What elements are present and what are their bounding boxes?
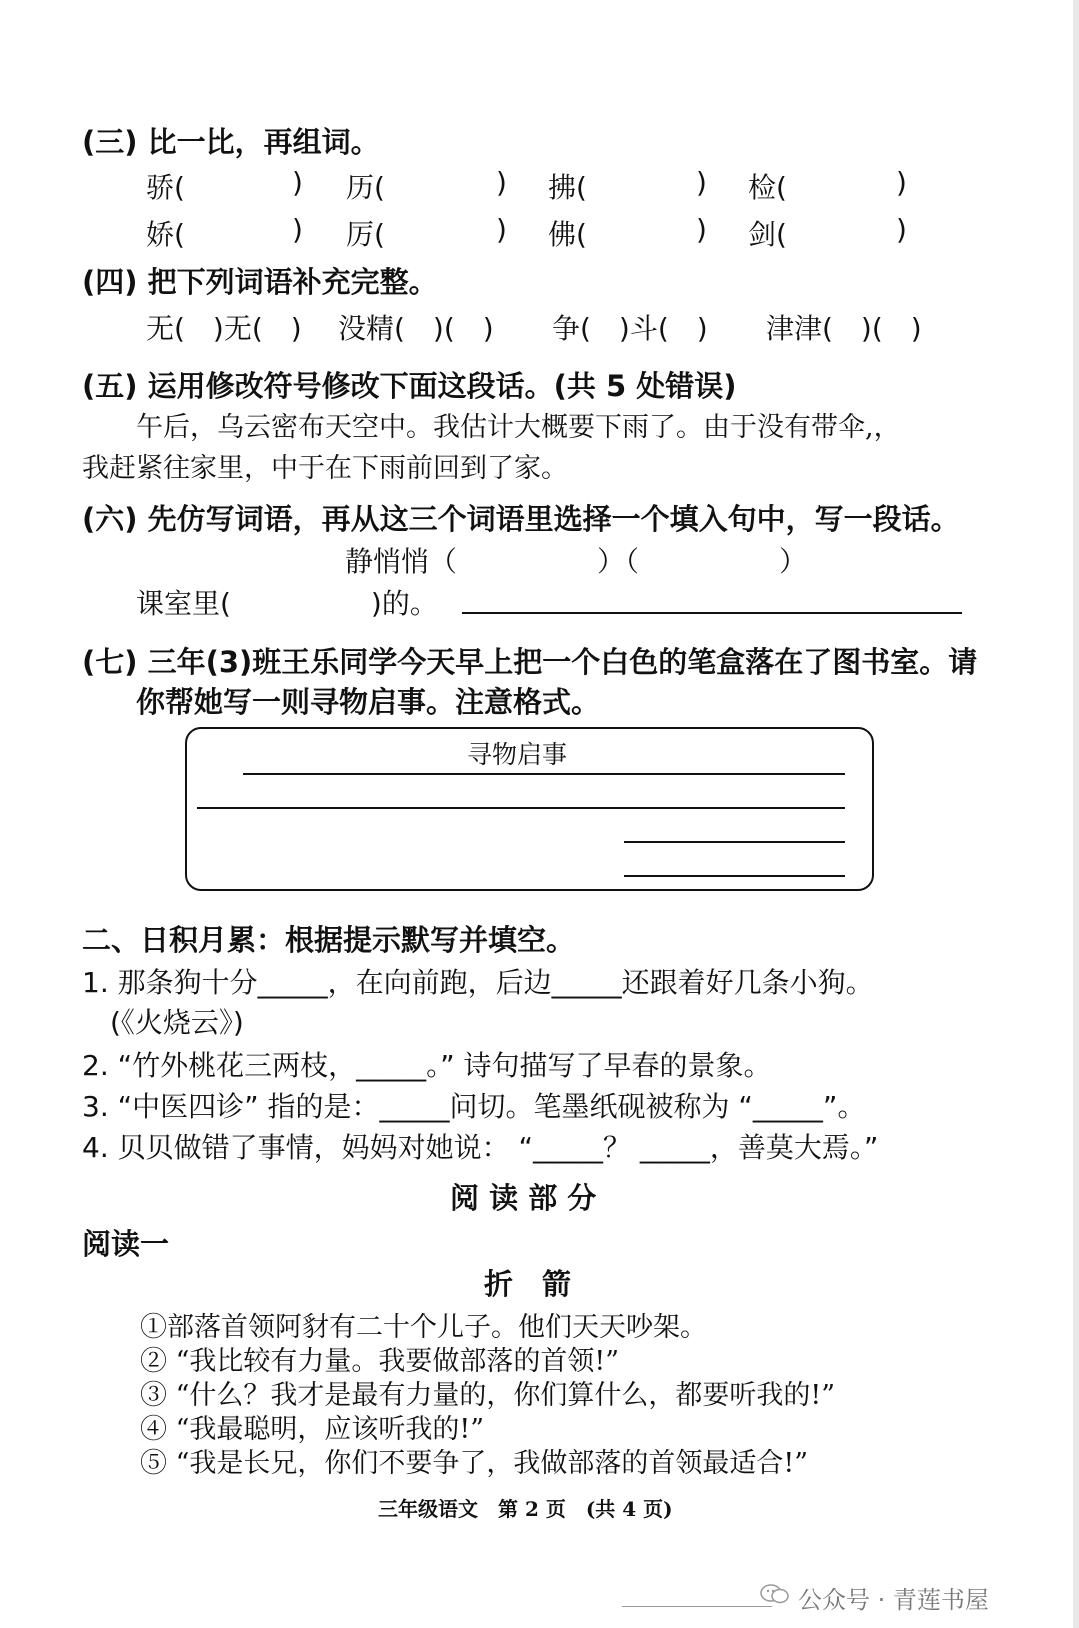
- idiom-blank: 无( )无( ): [146, 312, 302, 345]
- char-pair: 检(: [748, 171, 787, 204]
- section7-line2: 你帮她写一则寻物启事。注意格式。: [136, 685, 601, 719]
- idiom-blank: 争( )斗( ): [552, 312, 708, 345]
- section5-title: (五) 运用修改符号修改下面这段话。(共 5 处错误): [82, 369, 737, 403]
- char-pair: 历(: [346, 171, 385, 204]
- story-paragraph: ⑤ “我是长兄，你们不要争了，我做部落的首领最适合!”: [140, 1448, 809, 1479]
- section4-title: (四) 把下列词语补充完整。: [82, 265, 438, 299]
- part2-title: 二、日积月累：根据提示默写并填空。: [82, 923, 576, 957]
- imitate-words: 静悄悄（ ）（ ）: [345, 545, 808, 578]
- char-pair: 娇(: [146, 218, 185, 251]
- writing-line: [624, 875, 845, 877]
- paren-close: ): [896, 166, 907, 199]
- char-pair: 骄(: [146, 171, 185, 204]
- footer-rule: [622, 1606, 772, 1607]
- question-4: 4. 贝贝做错了事情，妈妈对她说： “_____？ _____，善莫大焉。”: [82, 1131, 879, 1164]
- page-footer: 三年级语文 第 2 页 (共 4 页): [378, 1497, 673, 1521]
- story-paragraph: ③ “什么？我才是最有力量的，你们算什么，都要听我的!”: [140, 1380, 836, 1411]
- watermark-text: 公众号 · 青莲书屋: [798, 1586, 989, 1614]
- story-paragraph: ①部落首领阿豺有二十个儿子。他们天天吵架。: [140, 1312, 707, 1343]
- char-pair: 佛(: [548, 218, 587, 251]
- question-2: 2. “竹外桃花三两枝，_____。” 诗句描写了早春的景象。: [82, 1049, 772, 1082]
- char-pair: 剑(: [748, 218, 787, 251]
- section3-title: (三) 比一比，再组词。: [82, 125, 380, 159]
- page-edge: [1073, 0, 1079, 1628]
- char-pair: 厉(: [346, 218, 385, 251]
- paragraph-line: 我赶紧往家里，中于在下雨前回到了家。: [82, 453, 568, 484]
- story-title: 折 箭: [484, 1267, 572, 1301]
- char-pair: 拂(: [548, 171, 587, 204]
- paren-close: ): [496, 213, 507, 246]
- paren-close: ): [696, 166, 707, 199]
- question-1: 1. 那条狗十分_____，在向前跑，后边_____还跟着好几条小狗。: [82, 966, 874, 999]
- sentence-prompt: 课室里( )的。: [136, 587, 438, 620]
- paren-close: ): [496, 166, 507, 199]
- idiom-blank: 津津( )( ): [766, 312, 922, 345]
- story-paragraph: ② “我比较有力量。我要做部落的首领!”: [140, 1346, 620, 1377]
- idiom-blank: 没精( )( ): [338, 312, 494, 345]
- paren-close: ): [696, 213, 707, 246]
- writing-line: [624, 841, 845, 843]
- story-paragraph: ④ “我最聪明，应该听我的!”: [140, 1414, 485, 1445]
- writing-line: [197, 807, 845, 809]
- writing-line: [243, 773, 845, 775]
- question-3: 3. “中医四诊” 指的是：_____问切。笔墨纸砚被称为 “_____”。: [82, 1090, 866, 1123]
- wechat-icon: [760, 1584, 790, 1604]
- reading-heading: 阅 读 部 分: [450, 1181, 597, 1215]
- section6-title: (六) 先仿写词语，再从这三个词语里选择一个填入句中，写一段话。: [82, 502, 960, 536]
- paragraph-line: 午后，乌云密布天空中。我估计大概要下雨了。由于没有带伞,，: [136, 412, 901, 443]
- section7-line1: (七) 三年(3)班王乐同学今天早上把一个白色的笔盒落在了图书室。请: [82, 645, 978, 679]
- paren-close: ): [896, 213, 907, 246]
- lost-notice-box: [185, 727, 874, 891]
- answer-line: [462, 612, 962, 614]
- paren-close: ): [292, 213, 303, 246]
- question-1-source: (《火烧云》): [110, 1006, 244, 1039]
- box-title: 寻物启事: [467, 740, 568, 769]
- paren-close: ): [292, 166, 303, 199]
- reading-subheading: 阅读一: [82, 1227, 170, 1261]
